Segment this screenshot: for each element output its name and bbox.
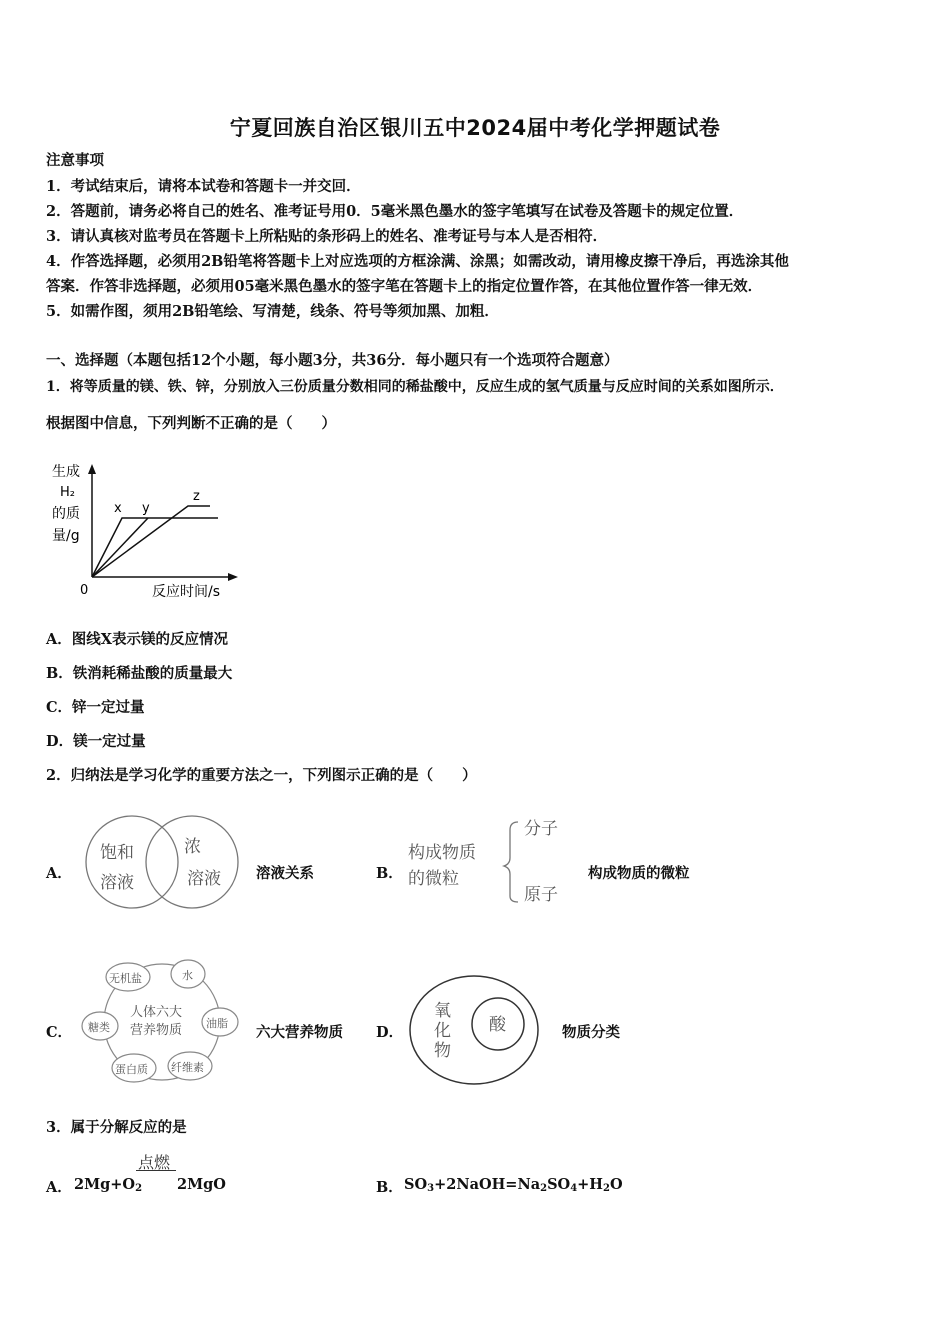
q2-a-caption: 溶液关系: [256, 865, 314, 882]
x-label: 反应时间/s: [152, 584, 221, 600]
q2-b-letter: B．: [376, 865, 403, 882]
oxide-char-3: 物: [434, 1041, 451, 1061]
page-title: 宁夏回族自治区银川五中2024届中考化学押题试卷: [229, 116, 721, 140]
x-axis-arrow: [228, 573, 238, 581]
curve-z-label: z: [193, 489, 200, 504]
q2-d-letter: D．: [376, 1024, 404, 1041]
q2-c-nutrient-diagram: [70, 952, 250, 1088]
node-5-label: 蛋白质: [115, 1063, 148, 1076]
center-line1: 人体六大: [130, 1005, 183, 1020]
q2-a-venn-diagram: [74, 810, 244, 914]
circle2-line2: 溶液: [187, 869, 221, 889]
left-line1: 构成物质: [408, 843, 476, 863]
y-label-2: H₂: [60, 485, 75, 500]
q2-d-classification-diagram: [404, 970, 544, 1090]
bottom-item: 原子: [524, 885, 558, 905]
curve-x: [92, 518, 218, 577]
top-item: 分子: [524, 819, 558, 839]
q2-b-caption: 构成物质的微粒: [588, 865, 690, 882]
note-item-4: 4．作答选择题，必须用2B铅笔将答题卡上对应选项的方框涂满、涂黑；如需改动，请用橡皮擦干净后，再选涂其他: [46, 253, 789, 270]
q1-graph: [40, 452, 250, 604]
concentrated-circle: [146, 816, 238, 908]
curve-y-label: y: [142, 501, 150, 516]
acid-label: 酸: [489, 1015, 506, 1035]
circle1-line1: 饱和: [100, 843, 134, 863]
y-label-4: 量/g: [52, 528, 80, 544]
q2-a-letter: A．: [46, 865, 72, 882]
q2-c-letter: C．: [46, 1024, 73, 1041]
node-1-label: 无机盐: [109, 972, 142, 985]
q2-d-caption: 物质分类: [562, 1024, 620, 1041]
q3-a-reaction-arrow: [136, 1170, 176, 1171]
circle1-line2: 溶液: [100, 873, 134, 893]
curve-x-label: x: [114, 501, 122, 516]
q3-a-product: 2MgO: [177, 1176, 226, 1193]
y-axis-arrow: [88, 464, 96, 474]
q1-stem-cont: 根据图中信息，下列判断不正确的是（ ）: [46, 415, 336, 432]
left-line2: 的微粒: [408, 869, 459, 889]
q3-stem: 3．属于分解反应的是: [46, 1119, 187, 1136]
origin-label: 0: [80, 583, 89, 598]
oxide-char-2: 化: [434, 1021, 451, 1041]
q1-option-b: B．铁消耗稀盐酸的质量最大: [46, 665, 233, 682]
q1-stem: 1．将等质量的镁、铁、锌，分别放入三份质量分数相同的稀盐酸中，反应生成的氢气质量与反应时间的关系如图所示．: [46, 379, 784, 395]
note-item-5: 5．如需作图，须用2B铅笔绘、写清楚，线条、符号等须加黑、加粗．: [46, 303, 499, 320]
node-3-label: 油脂: [206, 1017, 228, 1030]
q2-c-caption: 六大营养物质: [256, 1024, 343, 1041]
y-label-3: 的质: [52, 506, 80, 522]
q1-option-a: A．图线X表示镁的反应情况: [46, 631, 228, 648]
q1-option-d: D．镁一定过量: [46, 733, 146, 750]
oxide-char-1: 氧: [434, 1001, 451, 1021]
node-6-label: 糖类: [88, 1021, 110, 1034]
q3-a-letter: A．: [46, 1179, 72, 1196]
note-item-3: 3．请认真核对监考员在答题卡上所粘贴的条形码上的姓名、准考证号与本人是否相符．: [46, 228, 608, 245]
oxide-circle: [410, 976, 538, 1084]
brace-icon: [504, 822, 518, 902]
q3-a-condition: 点燃: [138, 1153, 171, 1172]
q3-a-reactants: $2Mg+O_2$: [74, 1176, 143, 1194]
circle2-line1: 浓: [184, 837, 201, 857]
note-item-2: 2．答题前，请务必将自己的姓名、准考证号用0．5毫米黑色墨水的签字笔填写在试卷及答题卡的规定位置．: [46, 203, 744, 220]
node-2-label: 水: [182, 969, 193, 982]
note-item-4-cont: 答案．作答非选择题，必须用05毫米黑色墨水的签字笔在答题卡上的指定位置作答，在其他位置作答一律无效．: [46, 278, 763, 295]
q3-b-equation: $SO_3+2NaOH=Na_2SO_4+H_2O$: [404, 1176, 623, 1194]
q1-option-c: C．锌一定过量: [46, 699, 145, 716]
center-line2: 营养物质: [130, 1023, 183, 1038]
curve-y: [92, 518, 148, 577]
y-label-1: 生成: [52, 464, 80, 480]
node-4-label: 纤维素: [171, 1061, 204, 1074]
q2-stem: 2．归纳法是学习化学的重要方法之一，下列图示正确的是（ ）: [46, 767, 477, 784]
notes-heading: 注意事项: [46, 152, 104, 169]
note-item-1: 1．考试结束后，请将本试卷和答题卡一并交回．: [46, 178, 361, 195]
section-heading: 一、选择题（本题包括12个小题，每小题3分，共36分．每小题只有一个选项符合题意）: [46, 352, 619, 369]
q3-b-letter: B．: [376, 1179, 403, 1196]
q2-b-bracket-diagram: [402, 812, 582, 912]
